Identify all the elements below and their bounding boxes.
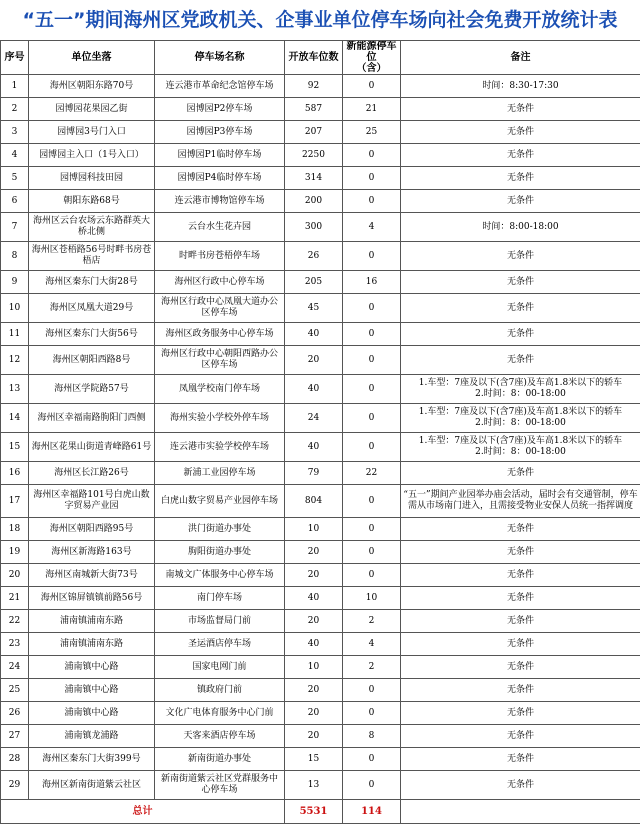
row-location: 海州区秦东门大街56号 [29, 323, 155, 346]
row-spaces: 45 [285, 294, 343, 323]
row-location: 浦南镇中心路 [29, 702, 155, 725]
table-row [1, 346, 640, 375]
row-number: 27 [1, 725, 29, 748]
row-ev-spaces: 8 [343, 725, 401, 748]
table-row [1, 462, 640, 485]
row-note: 无条件 [401, 167, 640, 190]
row-number: 9 [1, 271, 29, 294]
row-spaces: 10 [285, 518, 343, 541]
row-location: 海州区凤凰大道29号 [29, 294, 155, 323]
row-ev-spaces: 10 [343, 587, 401, 610]
row-location: 海州区幸福路101号白虎山数字贸易产业园 [29, 485, 155, 518]
row-ev-spaces: 0 [343, 242, 401, 271]
row-spaces: 205 [285, 271, 343, 294]
row-location: 园博园科技田园 [29, 167, 155, 190]
row-spaces: 20 [285, 541, 343, 564]
row-parking-name: 云台水生花卉园 [155, 213, 285, 242]
header-location: 单位坐落 [29, 41, 155, 75]
total-label: 总计 [1, 800, 285, 824]
row-number: 29 [1, 771, 29, 800]
row-note: 无条件 [401, 771, 640, 800]
header-name: 停车场名称 [155, 41, 285, 75]
row-note: 无条件 [401, 144, 640, 167]
row-spaces: 92 [285, 75, 343, 98]
row-number: 15 [1, 433, 29, 462]
row-number: 17 [1, 485, 29, 518]
row-location: 海州区秦东门大街399号 [29, 748, 155, 771]
row-spaces: 20 [285, 346, 343, 375]
parking-table [0, 40, 640, 824]
table-row [1, 75, 640, 98]
row-number: 13 [1, 375, 29, 404]
row-note: 无条件 [401, 346, 640, 375]
row-ev-spaces: 0 [343, 518, 401, 541]
row-location: 浦南镇中心路 [29, 656, 155, 679]
row-parking-name: 圣运酒店停车场 [155, 633, 285, 656]
row-note: 无条件 [401, 271, 640, 294]
row-spaces: 40 [285, 323, 343, 346]
row-ev-spaces: 0 [343, 294, 401, 323]
row-number: 4 [1, 144, 29, 167]
row-note: 无条件 [401, 748, 640, 771]
row-parking-name: 海州区政务服务中心停车场 [155, 323, 285, 346]
row-spaces: 26 [285, 242, 343, 271]
row-ev-spaces: 0 [343, 75, 401, 98]
row-note: 无条件 [401, 633, 640, 656]
row-ev-spaces: 0 [343, 433, 401, 462]
row-spaces: 804 [285, 485, 343, 518]
table-row [1, 518, 640, 541]
row-spaces: 79 [285, 462, 343, 485]
row-note: “五一”期间产业园举办庙会活动，届时会有交通管制，停车需从市场南门进入，且需接受物业安保人员统一指挥调度 [401, 485, 640, 518]
row-note: 无条件 [401, 725, 640, 748]
row-note: 无条件 [401, 564, 640, 587]
row-note: 无条件 [401, 656, 640, 679]
row-parking-name: 时畔书房苍梧停车场 [155, 242, 285, 271]
row-number: 7 [1, 213, 29, 242]
table-row [1, 404, 640, 433]
table-row [1, 748, 640, 771]
row-spaces: 40 [285, 433, 343, 462]
header-ev: 新能源停车位 （含） [343, 41, 401, 75]
row-parking-name: 海州区行政中心朝阳西路办公区停车场 [155, 346, 285, 375]
table-row [1, 633, 640, 656]
total-ev: 114 [343, 800, 401, 824]
row-location: 海州区幸福南路朐阳门西侧 [29, 404, 155, 433]
row-location: 海州区朝阳西路95号 [29, 518, 155, 541]
table-row [1, 323, 640, 346]
row-parking-name: 海州区行政中心停车场 [155, 271, 285, 294]
row-ev-spaces: 2 [343, 656, 401, 679]
row-ev-spaces: 0 [343, 346, 401, 375]
row-parking-name: 洪门街道办事处 [155, 518, 285, 541]
row-parking-name: 连云港市革命纪念馆停车场 [155, 75, 285, 98]
row-ev-spaces: 0 [343, 679, 401, 702]
row-number: 24 [1, 656, 29, 679]
row-number: 6 [1, 190, 29, 213]
header-spaces: 开放车位数 [285, 41, 343, 75]
row-spaces: 40 [285, 587, 343, 610]
row-number: 18 [1, 518, 29, 541]
row-note: 无条件 [401, 587, 640, 610]
total-note [401, 800, 640, 824]
row-parking-name: 新南街道办事处 [155, 748, 285, 771]
row-location: 海州区长江路26号 [29, 462, 155, 485]
table-row [1, 541, 640, 564]
row-note: 无条件 [401, 541, 640, 564]
row-number: 23 [1, 633, 29, 656]
row-ev-spaces: 0 [343, 485, 401, 518]
row-ev-spaces: 0 [343, 564, 401, 587]
row-ev-spaces: 16 [343, 271, 401, 294]
row-number: 1 [1, 75, 29, 98]
row-number: 28 [1, 748, 29, 771]
row-note: 无条件 [401, 121, 640, 144]
row-note: 无条件 [401, 294, 640, 323]
table-header-row [1, 41, 640, 75]
row-note: 时间：8:30-17:30 [401, 75, 640, 98]
row-parking-name: 白虎山数字贸易产业园停车场 [155, 485, 285, 518]
row-ev-spaces: 25 [343, 121, 401, 144]
row-spaces: 13 [285, 771, 343, 800]
row-ev-spaces: 4 [343, 633, 401, 656]
row-parking-name: 连云港市博物馆停车场 [155, 190, 285, 213]
row-note: 1.车型：7座及以下(含7座)及车高1.8米以下的轿车 2.时间：8：00-18:00 [401, 375, 640, 404]
table-row [1, 679, 640, 702]
row-location: 浦南镇中心路 [29, 679, 155, 702]
row-spaces: 40 [285, 633, 343, 656]
row-note: 无条件 [401, 98, 640, 121]
row-location: 浦南镇龙浦路 [29, 725, 155, 748]
row-spaces: 587 [285, 98, 343, 121]
table-row [1, 271, 640, 294]
table-row [1, 702, 640, 725]
row-ev-spaces: 21 [343, 98, 401, 121]
row-spaces: 20 [285, 725, 343, 748]
table-row [1, 242, 640, 271]
row-number: 12 [1, 346, 29, 375]
row-spaces: 20 [285, 610, 343, 633]
row-note: 无条件 [401, 462, 640, 485]
row-ev-spaces: 2 [343, 610, 401, 633]
row-parking-name: 新浦工业园停车场 [155, 462, 285, 485]
row-location: 园博园花果园乙街 [29, 98, 155, 121]
row-location: 海州区苍梧路56号时畔书房苍梧店 [29, 242, 155, 271]
row-number: 8 [1, 242, 29, 271]
row-ev-spaces: 4 [343, 213, 401, 242]
table-row [1, 564, 640, 587]
table-row [1, 121, 640, 144]
row-note: 无条件 [401, 702, 640, 725]
row-parking-name: 国家电网门前 [155, 656, 285, 679]
total-row [1, 800, 640, 824]
row-parking-name: 南城文广体服务中心停车场 [155, 564, 285, 587]
row-spaces: 40 [285, 375, 343, 404]
table-row [1, 610, 640, 633]
row-parking-name: 新南街道紫云社区党群服务中心停车场 [155, 771, 285, 800]
row-parking-name: 连云港市实验学校停车场 [155, 433, 285, 462]
row-parking-name: 凤凰学校南门停车场 [155, 375, 285, 404]
table-row [1, 213, 640, 242]
row-number: 26 [1, 702, 29, 725]
total-spaces: 5531 [285, 800, 343, 824]
row-ev-spaces: 0 [343, 404, 401, 433]
row-number: 21 [1, 587, 29, 610]
row-number: 5 [1, 167, 29, 190]
row-ev-spaces: 0 [343, 541, 401, 564]
row-number: 10 [1, 294, 29, 323]
row-parking-name: 园博园P2停车场 [155, 98, 285, 121]
table-row [1, 485, 640, 518]
row-ev-spaces: 0 [343, 167, 401, 190]
row-spaces: 300 [285, 213, 343, 242]
row-spaces: 200 [285, 190, 343, 213]
row-location: 浦南镇浦南东路 [29, 633, 155, 656]
row-location: 海州区云台农场云东路群英大桥北侧 [29, 213, 155, 242]
row-note: 无条件 [401, 323, 640, 346]
row-parking-name: 市场监督局门前 [155, 610, 285, 633]
table-row [1, 144, 640, 167]
table-row [1, 98, 640, 121]
row-location: 园博园3号门入口 [29, 121, 155, 144]
row-ev-spaces: 0 [343, 771, 401, 800]
header-no: 序号 [1, 41, 29, 75]
table-row [1, 771, 640, 800]
table-row [1, 375, 640, 404]
table-row [1, 190, 640, 213]
row-location: 海州区朝阳西路8号 [29, 346, 155, 375]
row-note: 无条件 [401, 679, 640, 702]
row-parking-name: 园博园P3停车场 [155, 121, 285, 144]
row-location: 园博园主入口（1号入口） [29, 144, 155, 167]
row-location: 海州区锦屏镇镇前路56号 [29, 587, 155, 610]
page-title: “五一”期间海州区党政机关、企事业单位停车场向社会免费开放统计表 [0, 0, 640, 40]
row-ev-spaces: 0 [343, 190, 401, 213]
row-spaces: 2250 [285, 144, 343, 167]
header-note: 备注 [401, 41, 640, 75]
row-ev-spaces: 0 [343, 144, 401, 167]
row-spaces: 314 [285, 167, 343, 190]
row-ev-spaces: 0 [343, 323, 401, 346]
row-parking-name: 天客来酒店停车场 [155, 725, 285, 748]
row-spaces: 207 [285, 121, 343, 144]
row-ev-spaces: 0 [343, 375, 401, 404]
row-number: 3 [1, 121, 29, 144]
row-spaces: 20 [285, 564, 343, 587]
row-number: 19 [1, 541, 29, 564]
row-location: 海州区新南街道紫云社区 [29, 771, 155, 800]
row-parking-name: 镇政府门前 [155, 679, 285, 702]
row-location: 朝阳东路68号 [29, 190, 155, 213]
row-location: 海州区学院路57号 [29, 375, 155, 404]
row-parking-name: 朐阳街道办事处 [155, 541, 285, 564]
row-note: 无条件 [401, 610, 640, 633]
row-parking-name: 海州区行政中心凤凰大道办公区停车场 [155, 294, 285, 323]
row-location: 海州区秦东门大街28号 [29, 271, 155, 294]
table-row [1, 656, 640, 679]
row-location: 海州区南城新大街73号 [29, 564, 155, 587]
row-note: 1.车型：7座及以下(含7座)及车高1.8米以下的轿车 2.时间：8：00-18:00 [401, 433, 640, 462]
table-row [1, 167, 640, 190]
row-location: 海州区新海路163号 [29, 541, 155, 564]
row-note: 无条件 [401, 242, 640, 271]
table-row [1, 294, 640, 323]
row-number: 11 [1, 323, 29, 346]
row-spaces: 20 [285, 679, 343, 702]
row-note: 时间：8:00-18:00 [401, 213, 640, 242]
row-location: 浦南镇浦南东路 [29, 610, 155, 633]
row-spaces: 24 [285, 404, 343, 433]
row-ev-spaces: 22 [343, 462, 401, 485]
row-parking-name: 园博园P1临时停车场 [155, 144, 285, 167]
row-spaces: 10 [285, 656, 343, 679]
row-number: 20 [1, 564, 29, 587]
row-location: 海州区朝阳东路70号 [29, 75, 155, 98]
row-parking-name: 南门停车场 [155, 587, 285, 610]
row-parking-name: 海州实验小学校外停车场 [155, 404, 285, 433]
table-row [1, 587, 640, 610]
row-note: 无条件 [401, 518, 640, 541]
row-spaces: 15 [285, 748, 343, 771]
row-number: 22 [1, 610, 29, 633]
row-parking-name: 文化广电体育服务中心门前 [155, 702, 285, 725]
row-spaces: 20 [285, 702, 343, 725]
row-parking-name: 园博园P4临时停车场 [155, 167, 285, 190]
row-note: 无条件 [401, 190, 640, 213]
row-ev-spaces: 0 [343, 748, 401, 771]
table-row [1, 433, 640, 462]
row-number: 14 [1, 404, 29, 433]
row-location: 海州区花果山街道青峰路61号 [29, 433, 155, 462]
row-note: 1.车型：7座及以下(含7座)及车高1.8米以下的轿车 2.时间：8：00-18:00 [401, 404, 640, 433]
row-number: 16 [1, 462, 29, 485]
row-number: 25 [1, 679, 29, 702]
row-ev-spaces: 0 [343, 702, 401, 725]
row-number: 2 [1, 98, 29, 121]
table-row [1, 725, 640, 748]
